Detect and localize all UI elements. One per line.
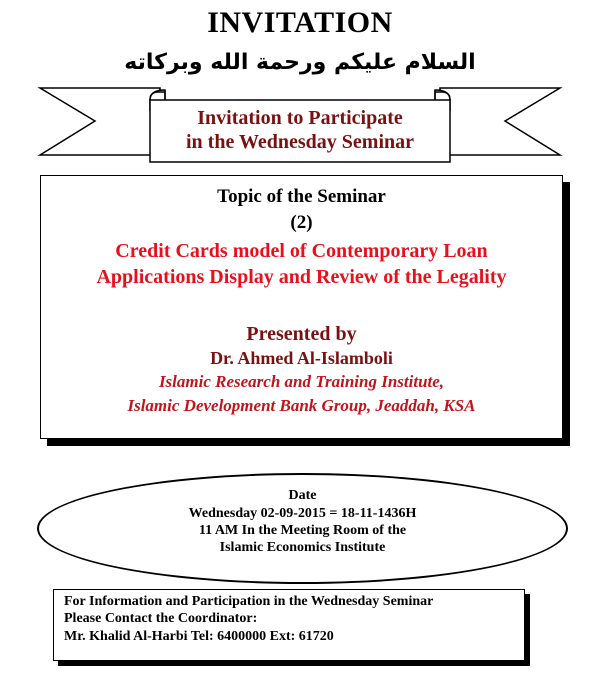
- banner-line-1: Invitation to Participate: [197, 107, 403, 129]
- arabic-greeting: السلام عليكم ورحمة الله وبركاته: [124, 50, 476, 75]
- date-place-line: Islamic Economics Institute: [219, 540, 386, 555]
- topic-number: (2): [290, 212, 313, 233]
- contact-line-3: Mr. Khalid Al-Harbi Tel: 6400000 Ext: 61720: [64, 629, 334, 644]
- presenter-name: Dr. Ahmed Al-Islamboli: [210, 348, 393, 368]
- ribbon-right-tail: [440, 88, 560, 155]
- page-title: INVITATION: [207, 6, 393, 39]
- date-value: Wednesday 02-09-2015 = 18-11-1436H: [188, 506, 417, 521]
- topic-title-line-1: Credit Cards model of Contemporary Loan: [115, 240, 488, 262]
- contact-box: [53, 589, 525, 661]
- presenter-affiliation-line-2: Islamic Development Bank Group, Jeaddah, KSA: [127, 396, 476, 415]
- date-label: Date: [288, 488, 317, 503]
- date-time-line: 11 AM In the Meeting Room of the: [198, 523, 407, 538]
- date-ellipse: [37, 473, 568, 584]
- presented-by-label: Presented by: [246, 323, 357, 345]
- topic-heading: Topic of the Seminar: [217, 186, 386, 207]
- ribbon-left-tail: [40, 88, 160, 155]
- presenter-affiliation-line-1: Islamic Research and Training Institute,: [158, 372, 445, 391]
- contact-line-2: Please Contact the Coordinator:: [64, 611, 258, 626]
- banner-heading: [150, 106, 450, 154]
- banner-line-2: in the Wednesday Seminar: [186, 131, 414, 153]
- contact-line-1: For Information and Participation in the Wednesday Seminar: [64, 594, 434, 609]
- seminar-details-box: [40, 175, 563, 439]
- topic-title: [41, 238, 562, 290]
- topic-title-line-2: Applications Display and Review of the Legality: [96, 266, 507, 288]
